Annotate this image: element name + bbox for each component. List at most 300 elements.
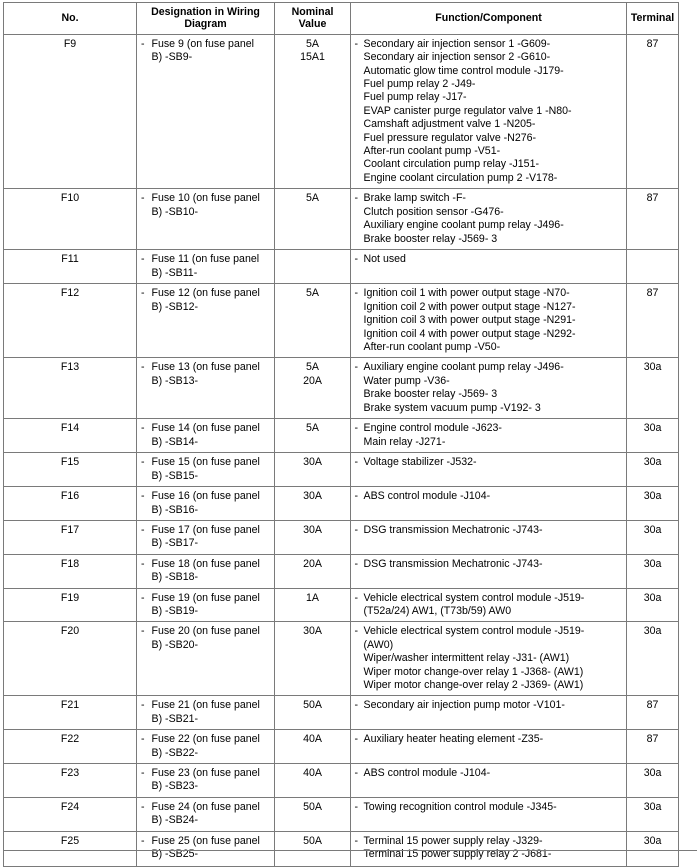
fuse-number-text: F18 [60,557,80,570]
function-component-line: Fuel pump relay -J17- [363,91,467,104]
fuse-number-text: F23 [60,767,80,780]
function-component-line: Not used [363,253,406,266]
terminal-cell [627,797,679,831]
function-component-line: Ignition coil 1 with power output stage -N70- [363,287,570,300]
designation-cell [149,419,275,453]
function-component-line: Ignition coil 2 with power output stage -N127- [363,300,576,313]
dash-text: - [140,422,145,435]
fuse-number-text: F12 [60,287,80,300]
designation-line: B) -SB16- [151,503,199,516]
dash-text: - [354,733,359,746]
terminal-value: 30a [643,625,662,638]
function-component-line: Auxiliary engine coolant pump relay -J496- [363,361,564,374]
header-row [4,3,679,35]
function-dash [351,588,362,622]
fuse-number-text: F20 [60,625,80,638]
designation-line: Fuse 18 (on fuse panel [151,557,260,570]
designation-cell [149,696,275,730]
designation-cell [149,453,275,487]
function-dash [351,250,362,284]
designation-line: Fuse 9 (on fuse panel [151,37,254,50]
function-component-cell [362,189,627,250]
function-dash [351,622,362,696]
fuse-row [4,284,679,358]
fuse-row [4,554,679,588]
fuse-row [4,831,679,866]
function-component-line: Brake lamp switch -F- [363,192,466,205]
function-dash [351,34,362,188]
function-component-cell [362,250,627,284]
designation-dash [137,358,149,419]
fuse-row [4,696,679,730]
designation-line: Fuse 25 (on fuse panel [151,834,260,847]
terminal-cell [627,189,679,250]
fuse-table-body [4,34,679,866]
function-dash [351,520,362,554]
function-dash [351,487,362,521]
nominal-value-cell [275,797,351,831]
fuse-number-text: F17 [60,523,80,536]
nominal-value: 30A [303,625,322,638]
fuse-number [4,622,137,696]
designation-dash [137,419,149,453]
fuse-number-text: F15 [60,456,80,469]
designation-dash [137,554,149,588]
fuse-number [4,554,137,588]
dash-text: - [354,625,359,638]
function-component-cell [362,358,627,419]
designation-dash [137,453,149,487]
nominal-value-cell [275,358,351,419]
nominal-value-cell [275,284,351,358]
dash-text: - [354,557,359,570]
fuse-row [4,588,679,622]
header-terminal: Terminal [627,3,679,35]
terminal-cell [627,487,679,521]
nominal-value-cell [275,764,351,798]
fuse-number-text: F9 [63,37,77,50]
function-component-line: Fuel pump relay 2 -J49- [363,78,476,91]
designation-cell [149,189,275,250]
designation-dash [137,730,149,764]
function-component-line: Terminal 15 power supply relay 2 -J681- [363,848,552,861]
designation-line: Fuse 16 (on fuse panel [151,490,260,503]
nominal-value: 5A [306,287,319,300]
terminal-value: 87 [646,37,659,50]
terminal-cell [627,520,679,554]
function-component-line: Automatic glow time control module -J179- [363,64,564,77]
function-component-line: Ignition coil 4 with power output stage -N292- [363,327,576,340]
fuse-number [4,189,137,250]
function-component-line: DSG transmission Mechatronic -J743- [363,523,543,536]
function-dash [351,358,362,419]
function-dash [351,189,362,250]
fuse-number-text: F13 [60,361,80,374]
fuse-number-text: F25 [60,834,80,847]
dash-text: - [354,800,359,813]
function-component-line: Water pump -V36- [363,374,450,387]
designation-cell [149,250,275,284]
function-component-line: Brake booster relay -J569- 3 [363,388,498,401]
fuse-number-text: F22 [60,733,80,746]
designation-line: B) -SB17- [151,537,199,550]
dash-text: - [140,490,145,503]
designation-cell [149,487,275,521]
terminal-cell [627,696,679,730]
terminal-value: 30a [643,361,662,374]
function-dash [351,453,362,487]
nominal-value-cell [275,554,351,588]
designation-dash [137,764,149,798]
function-component-cell [362,797,627,831]
designation-dash [137,797,149,831]
designation-line: Fuse 12 (on fuse panel [151,287,260,300]
designation-dash [137,588,149,622]
fuse-number [4,250,137,284]
fuse-row [4,764,679,798]
fuse-number [4,764,137,798]
dash-text: - [354,767,359,780]
function-component-line: Vehicle electrical system control module -J519- [363,625,585,638]
terminal-cell [627,419,679,453]
terminal-cell [627,730,679,764]
terminal-cell [627,34,679,188]
terminal-value: 30a [643,834,662,847]
function-component-line: Auxiliary engine coolant pump relay -J496- [363,219,564,232]
designation-line: Fuse 15 (on fuse panel [151,456,260,469]
designation-line: Fuse 24 (on fuse panel [151,800,260,813]
terminal-cell [627,453,679,487]
terminal-cell [627,764,679,798]
fuse-number-text: F21 [60,699,80,712]
dash-text: - [140,192,145,205]
function-component-line: Camshaft adjustment valve 1 -N205- [363,118,536,131]
function-component-cell [362,554,627,588]
designation-line: B) -SB15- [151,469,199,482]
terminal-cell [627,358,679,419]
nominal-value: 20A [303,557,322,570]
designation-line: Fuse 17 (on fuse panel [151,523,260,536]
fuse-number [4,358,137,419]
fuse-number-text: F14 [60,422,80,435]
fuse-number-text: F10 [60,192,80,205]
fuse-number [4,588,137,622]
nominal-value: 30A [303,523,322,536]
dash-text: - [354,192,359,205]
designation-cell [149,730,275,764]
dash-text: - [140,523,145,536]
terminal-cell [627,250,679,284]
function-dash [351,831,362,866]
function-component-line: Secondary air injection sensor 2 -G610- [363,51,551,64]
designation-line: B) -SB9- [151,51,193,64]
fuse-row [4,487,679,521]
nominal-value-cell [275,34,351,188]
dash-text: - [140,800,145,813]
terminal-value: 87 [646,733,659,746]
nominal-value: 5A [306,192,319,205]
function-component-line: Coolant circulation pump relay -J151- [363,158,539,171]
fuse-number [4,453,137,487]
terminal-value: 30a [643,800,662,813]
dash-text: - [140,699,145,712]
dash-text: - [140,834,145,847]
fuse-number [4,831,137,866]
dash-text: - [140,767,145,780]
function-dash [351,419,362,453]
designation-line: Fuse 10 (on fuse panel [151,192,260,205]
designation-line: Fuse 21 (on fuse panel [151,699,260,712]
function-dash [351,554,362,588]
designation-line: B) -SB23- [151,780,199,793]
nominal-value: 50A [303,834,322,847]
designation-dash [137,622,149,696]
dash-text: - [140,557,145,570]
designation-line: B) -SB13- [151,374,199,387]
function-dash [351,284,362,358]
designation-cell [149,284,275,358]
function-component-line: Towing recognition control module -J345- [363,800,557,813]
dash-text: - [140,625,145,638]
designation-line: B) -SB10- [151,205,199,218]
designation-line: Fuse 23 (on fuse panel [151,767,260,780]
fuse-number-text: F24 [60,800,80,813]
function-component-cell [362,730,627,764]
dash-text: - [354,456,359,469]
function-component-cell [362,453,627,487]
terminal-cell [627,284,679,358]
designation-cell [149,588,275,622]
designation-cell [149,622,275,696]
nominal-value: 5A [306,37,319,50]
nominal-value: 30A [303,490,322,503]
designation-line: Fuse 14 (on fuse panel [151,422,260,435]
function-component-line: After-run coolant pump -V51- [363,145,501,158]
dash-text: - [354,287,359,300]
fuse-number-text: F16 [60,490,80,503]
nominal-value-cell [275,189,351,250]
function-component-cell [362,696,627,730]
nominal-value-cell [275,487,351,521]
nominal-value: 20A [303,374,322,387]
dash-text: - [354,490,359,503]
dash-text: - [140,733,145,746]
designation-cell [149,831,275,866]
terminal-value: 30a [643,591,662,604]
designation-cell [149,520,275,554]
nominal-value: 40A [303,767,322,780]
nominal-value: 40A [303,733,322,746]
function-dash [351,797,362,831]
dash-text: - [140,287,145,300]
nominal-value-cell [275,453,351,487]
function-dash [351,764,362,798]
designation-cell [149,554,275,588]
terminal-cell [627,831,679,866]
terminal-value: 30a [643,490,662,503]
function-component-line: Main relay -J271- [363,435,446,448]
function-component-line: Wiper/washer intermittent relay -J31- (AW1) [363,652,570,665]
dash-text: - [140,361,145,374]
function-component-cell [362,487,627,521]
fuse-number [4,419,137,453]
fuse-number [4,487,137,521]
nominal-value: 5A [306,361,319,374]
designation-line: Fuse 20 (on fuse panel [151,625,260,638]
function-component-line: EVAP canister purge regulator valve 1 -N80- [363,104,572,117]
terminal-cell [627,622,679,696]
fuse-number [4,520,137,554]
fuse-row [4,730,679,764]
function-component-cell [362,284,627,358]
designation-line: B) -SB22- [151,746,199,759]
fuse-row [4,453,679,487]
nominal-value-cell [275,250,351,284]
function-dash [351,730,362,764]
header-no: No. [4,3,137,35]
function-component-line: Secondary air injection pump motor -V101- [363,699,565,712]
function-component-cell [362,764,627,798]
designation-line: B) -SB24- [151,814,199,827]
dash-text: - [140,253,145,266]
designation-dash [137,34,149,188]
nominal-value-cell [275,730,351,764]
designation-cell [149,34,275,188]
designation-line: B) -SB21- [151,712,199,725]
function-dash [351,696,362,730]
nominal-value: 1A [306,591,319,604]
fuse-row [4,358,679,419]
terminal-value: 30a [643,456,662,469]
function-component-cell [362,622,627,696]
function-component-line: (AW0) [363,638,394,651]
nominal-value: 50A [303,800,322,813]
function-component-line: Auxiliary heater heating element -Z35- [363,733,544,746]
dash-text: - [140,37,145,50]
terminal-value: 87 [646,192,659,205]
designation-line: Fuse 11 (on fuse panel [151,253,260,266]
designation-cell [149,764,275,798]
function-component-cell [362,831,627,866]
designation-line: B) -SB14- [151,435,199,448]
nominal-value: 50A [303,699,322,712]
function-component-line: ABS control module -J104- [363,490,491,503]
function-component-line: Wiper motor change-over relay 2 -J369- (AW1) [363,679,584,691]
function-component-cell [362,419,627,453]
function-component-line: Clutch position sensor -G476- [363,205,504,218]
function-component-line: Secondary air injection sensor 1 -G609- [363,37,551,50]
designation-dash [137,831,149,866]
nominal-value-cell [275,520,351,554]
function-component-cell [362,34,627,188]
designation-dash [137,284,149,358]
designation-dash [137,696,149,730]
header-nominal-value: Nominal Value [275,3,351,35]
function-component-line: Wiper motor change-over relay 1 -J368- (AW1) [363,665,584,678]
dash-text: - [354,422,359,435]
designation-line: B) -SB25- [151,848,199,861]
fuse-number-text: F11 [61,253,79,266]
designation-line: B) -SB18- [151,571,199,584]
function-component-cell [362,520,627,554]
fuse-row [4,520,679,554]
designation-dash [137,487,149,521]
fuse-number [4,34,137,188]
designation-line: Fuse 13 (on fuse panel [151,361,260,374]
nominal-value-cell [275,831,351,866]
designation-line: B) -SB12- [151,300,199,313]
designation-line: Fuse 22 (on fuse panel [151,733,260,746]
nominal-value: 30A [303,456,322,469]
fuse-number [4,696,137,730]
dash-text: - [140,591,145,604]
dash-text: - [354,699,359,712]
dash-text: - [354,523,359,536]
function-component-line: Vehicle electrical system control module -J519- [363,591,585,604]
page-bottom-rule [3,850,697,851]
fuse-number [4,797,137,831]
dash-text: - [354,37,359,50]
function-component-line: Fuel pressure regulator valve -N276- [363,131,537,144]
designation-dash [137,250,149,284]
designation-cell [149,797,275,831]
function-component-line: After-run coolant pump -V50- [363,340,501,353]
designation-line: Fuse 19 (on fuse panel [151,591,260,604]
nominal-value-cell [275,419,351,453]
designation-line: B) -SB19- [151,604,199,617]
function-component-line: Brake booster relay -J569- 3 [363,232,498,245]
dash-text: - [140,456,145,469]
function-component-line: Engine coolant circulation pump 2 -V178- [363,171,558,184]
function-component-line: ABS control module -J104- [363,767,491,780]
header-function-component: Function/Component [351,3,627,35]
nominal-value-cell [275,696,351,730]
function-component-line: Brake system vacuum pump -V192- 3 [363,401,541,414]
fuse-number-text: F19 [60,591,80,604]
function-component-line: Terminal 15 power supply relay -J329- [363,834,543,847]
fuse-row [4,419,679,453]
designation-dash [137,189,149,250]
fuse-number [4,730,137,764]
function-component-line: DSG transmission Mechatronic -J743- [363,557,543,570]
terminal-value: 87 [646,287,659,300]
dash-text: - [354,834,359,847]
function-component-line: Ignition coil 3 with power output stage -N291- [363,314,576,327]
fuse-row [4,622,679,696]
terminal-value: 30a [643,767,662,780]
function-component-line: Voltage stabilizer -J532- [363,456,477,469]
nominal-value-cell [275,622,351,696]
designation-line: B) -SB11- [151,266,198,279]
terminal-value: 30a [643,422,662,435]
function-component-line: (T52a/24) AW1, (T73b/59) AW0 [363,604,512,617]
terminal-value: 30a [643,557,662,570]
nominal-value: 15A1 [300,51,325,64]
fuse-table [3,2,679,867]
terminal-cell [627,554,679,588]
designation-line: B) -SB20- [151,638,199,651]
fuse-row [4,34,679,188]
dash-text: - [354,591,359,604]
fuse-row [4,189,679,250]
dash-text: - [354,361,359,374]
terminal-value: 30a [643,523,662,536]
function-component-line: Engine control module -J623- [363,422,502,435]
designation-dash [137,520,149,554]
function-component-cell [362,588,627,622]
header-designation: Designation in Wiring Diagram [137,3,275,35]
nominal-value-cell [275,588,351,622]
